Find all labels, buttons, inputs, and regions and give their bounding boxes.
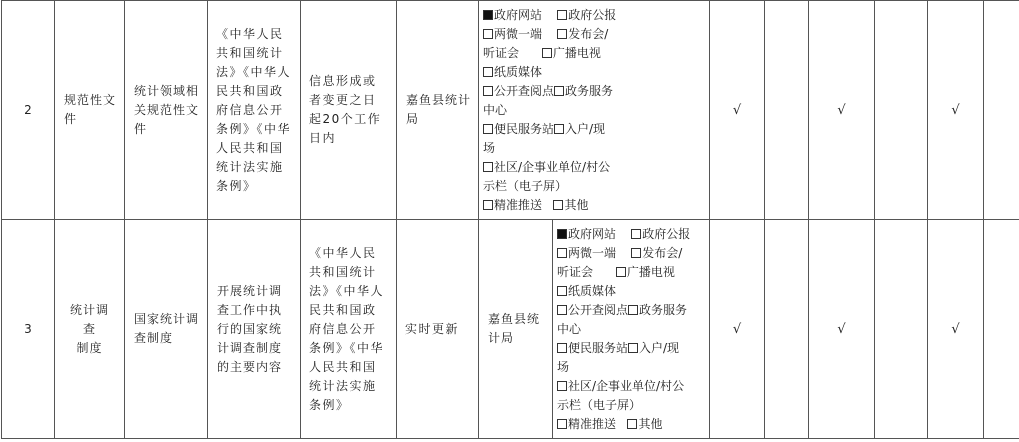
item-name: 统计调 查 制度 xyxy=(55,220,125,439)
channel-label: 政府公报 xyxy=(568,7,617,22)
checkbox-icon xyxy=(483,200,493,210)
table-row xyxy=(2,220,1019,439)
checkbox-icon xyxy=(631,229,641,239)
channel-label: 示栏（电子屏） xyxy=(483,178,568,193)
channel-label: 中心 xyxy=(483,102,508,117)
checkbox-icon xyxy=(616,267,626,277)
disclosure-channels xyxy=(479,1,710,220)
item-content: 国家统计调查制度 xyxy=(125,220,208,439)
check-mark: √ xyxy=(928,1,984,220)
channel-label: 政务服务 xyxy=(565,83,614,98)
channel-label: 社区/企事业单位/村公 xyxy=(568,378,685,393)
channel-label: 听证会 xyxy=(557,264,594,279)
checkbox-icon xyxy=(483,67,493,77)
checkbox-icon xyxy=(542,48,552,58)
checkbox-icon xyxy=(483,86,493,96)
channel-label: 纸质媒体 xyxy=(568,283,617,298)
checkbox-icon xyxy=(557,343,567,353)
checkbox-icon xyxy=(553,200,563,210)
check-mark xyxy=(765,220,809,439)
item-content: 统计领域相关规范性文件 xyxy=(125,1,208,220)
channel-label: 两微一端 xyxy=(568,245,617,260)
checkbox-icon xyxy=(554,86,564,96)
channel-label: 便民服务站 xyxy=(494,121,555,136)
checkbox-icon xyxy=(557,419,567,429)
channel-label: 中心 xyxy=(557,321,582,336)
item-name: 规范性文件 xyxy=(55,1,125,220)
checked-box-icon xyxy=(557,229,567,239)
channel-label: 场 xyxy=(557,359,570,374)
checkbox-icon xyxy=(557,29,567,39)
channel-label: 听证会 xyxy=(483,45,520,60)
checkbox-icon xyxy=(628,343,638,353)
channel-label: 精准推送 xyxy=(494,197,543,212)
checkbox-icon xyxy=(557,248,567,258)
channel-label: 便民服务站 xyxy=(568,340,629,355)
channel-label: 其他 xyxy=(638,416,663,431)
check-mark xyxy=(984,1,1019,220)
item-scope: 开展统计调查工作中执行的国家统计调查制度的主要内容 xyxy=(208,220,301,439)
checkbox-icon xyxy=(557,10,567,20)
channel-label: 发布会/ xyxy=(568,26,609,41)
checkbox-icon xyxy=(554,124,564,134)
check-mark xyxy=(765,1,809,220)
channel-label: 广播电视 xyxy=(626,264,675,279)
check-mark: √ xyxy=(710,1,765,220)
channel-label: 政府公报 xyxy=(642,226,691,241)
channel-label: 示栏（电子屏） xyxy=(557,397,642,412)
checkbox-icon xyxy=(557,305,567,315)
legal-basis: 《中华人民共和国统计法》《中华人民共和国政府信息公开条例》《中华人民共和国统计法实施条例》 xyxy=(208,1,301,220)
checkbox-icon xyxy=(483,124,493,134)
checkbox-icon xyxy=(627,419,637,429)
channel-label: 政府网站 xyxy=(568,226,617,241)
responsible-body: 嘉鱼县统计局 xyxy=(397,1,479,220)
check-mark: √ xyxy=(809,1,875,220)
checkbox-icon xyxy=(483,29,493,39)
channel-label: 入户/现 xyxy=(639,340,680,355)
row-number: 3 xyxy=(2,220,55,439)
check-mark xyxy=(875,220,928,439)
table-row xyxy=(2,1,1019,220)
channel-label: 公开查阅点 xyxy=(568,302,629,317)
check-mark: √ xyxy=(809,220,875,439)
channel-label: 入户/现 xyxy=(565,121,606,136)
channel-label: 政府网站 xyxy=(494,7,543,22)
row-number: 2 xyxy=(2,1,55,220)
responsible-body: 嘉鱼县统计局 xyxy=(479,220,553,439)
disclosure-channels xyxy=(553,220,710,439)
channel-label: 社区/企事业单位/村公 xyxy=(494,159,611,174)
channel-label: 纸质媒体 xyxy=(494,64,543,79)
checked-box-icon xyxy=(483,10,493,20)
channel-label: 精准推送 xyxy=(568,416,617,431)
check-mark xyxy=(984,220,1019,439)
channel-label: 广播电视 xyxy=(552,45,601,60)
disclosure-table xyxy=(1,0,1019,439)
checkbox-icon xyxy=(631,248,641,258)
check-mark: √ xyxy=(928,220,984,439)
checkbox-icon xyxy=(557,286,567,296)
channel-label: 场 xyxy=(483,140,496,155)
disclosure-time: 实时更新 xyxy=(397,220,479,439)
channel-label: 公开查阅点 xyxy=(494,83,555,98)
check-mark xyxy=(875,1,928,220)
channel-label: 发布会/ xyxy=(642,245,683,260)
channel-label: 两微一端 xyxy=(494,26,543,41)
channel-label: 其他 xyxy=(564,197,589,212)
check-mark: √ xyxy=(710,220,765,439)
disclosure-time: 信息形成或者变更之日起20个工作日内 xyxy=(301,1,397,220)
checkbox-icon xyxy=(483,162,493,172)
channel-label: 政务服务 xyxy=(639,302,688,317)
checkbox-icon xyxy=(628,305,638,315)
legal-basis: 《中华人民共和国统计法》《中华人民共和国政府信息公开条例》《中华人民共和国统计法实施条例》 xyxy=(301,220,397,439)
checkbox-icon xyxy=(557,381,567,391)
